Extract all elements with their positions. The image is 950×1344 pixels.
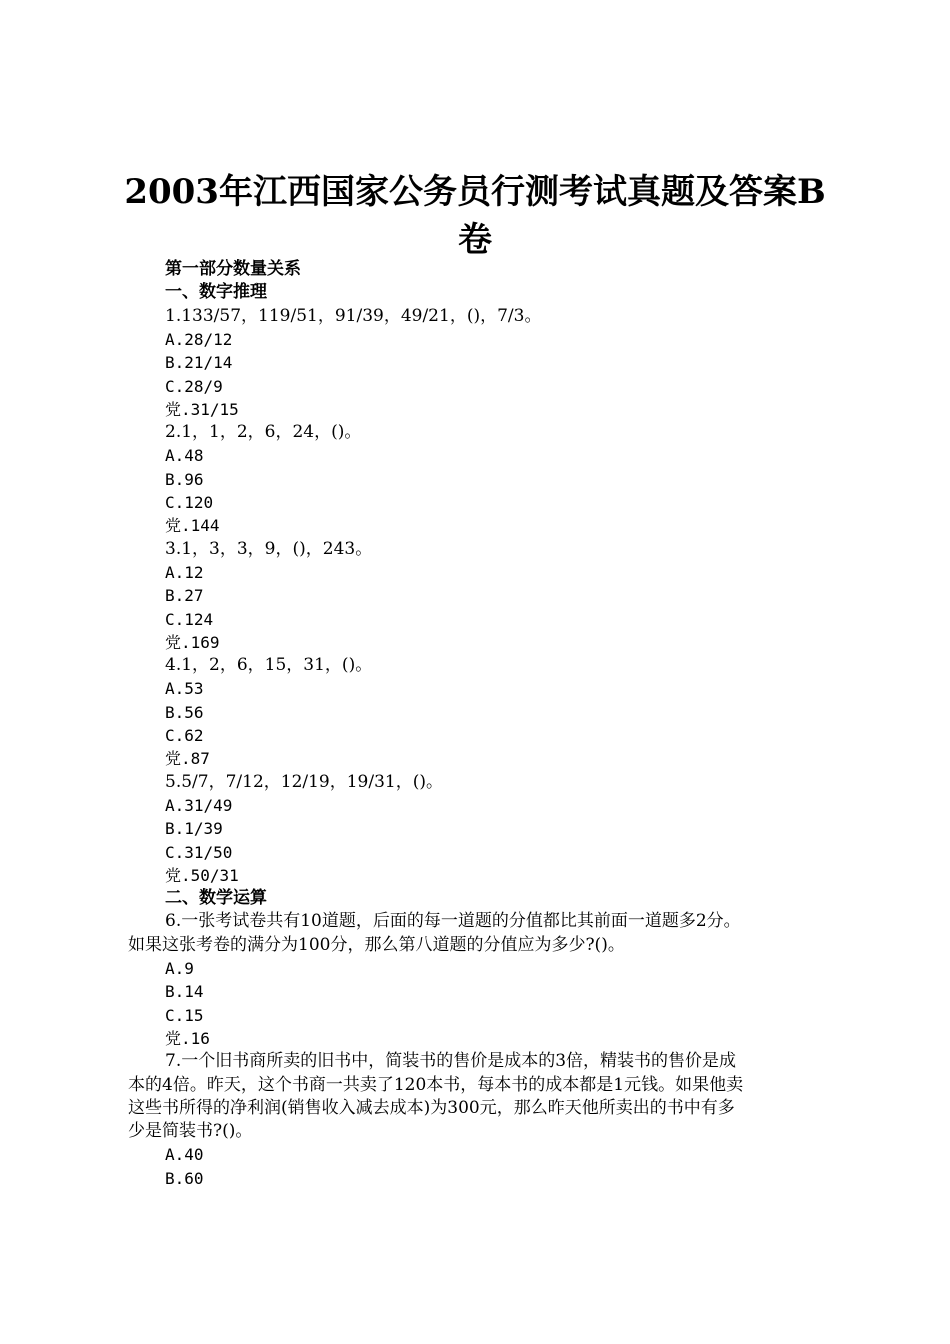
section-heading: 二、数学运算 xyxy=(165,888,267,909)
answer-option: B.1/39 xyxy=(165,819,223,839)
question-text: 本的4倍。昨天，这个书商一共卖了120本书，每本书的成本都是1元钱。如果他卖 xyxy=(128,1074,744,1095)
section-heading: 第一部分数量关系 xyxy=(165,259,301,279)
answer-option: A.40 xyxy=(165,1145,204,1165)
answer-option: C.28/9 xyxy=(165,376,223,396)
answer-option: C.124 xyxy=(165,609,214,629)
answer-option: 党.16 xyxy=(165,1028,210,1048)
answer-option: C.120 xyxy=(165,493,214,512)
answer-option: A.53 xyxy=(165,679,204,699)
answer-option: B.14 xyxy=(165,982,204,1002)
answer-option: A.28/12 xyxy=(165,329,233,349)
answer-option: A.31/49 xyxy=(165,795,233,815)
answer-option: B.60 xyxy=(165,1168,204,1188)
document-title-line-2: 卷 xyxy=(458,220,492,260)
question-text: 3.1，3，3，9，()，243。 xyxy=(165,538,373,559)
answer-option: B.27 xyxy=(165,586,204,606)
answer-option: C.62 xyxy=(165,726,204,745)
answer-option: A.12 xyxy=(165,562,204,582)
question-text: 5.5/7，7/12，12/19，19/31，()。 xyxy=(165,771,444,792)
answer-option: C.15 xyxy=(165,1005,204,1025)
question-text: 少是简装书?()。 xyxy=(128,1121,253,1142)
answer-option: B.56 xyxy=(165,702,204,722)
answer-option: 党.31/15 xyxy=(165,399,239,419)
question-text: 1.133/57，119/51，91/39，49/21，()，7/3。 xyxy=(165,305,542,326)
answer-option: 党.169 xyxy=(165,632,220,652)
question-text: 2.1，1，2，6，24，()。 xyxy=(165,422,362,443)
answer-option: C.31/50 xyxy=(165,842,233,862)
question-text: 6.一张考试卷共有10道题，后面的每一道题的分值都比其前面一道题多2分。 xyxy=(165,911,741,932)
question-text: 7.一个旧书商所卖的旧书中，简装书的售价是成本的3倍，精装书的售价是成 xyxy=(165,1051,737,1072)
section-heading: 一、数字推理 xyxy=(165,282,267,303)
answer-option: 党.87 xyxy=(165,749,210,769)
answer-option: 党.144 xyxy=(165,516,220,536)
answer-option: A.48 xyxy=(165,446,204,466)
document-title-line-1: 2003年江西国家公务员行测考试真题及答案B xyxy=(124,172,826,212)
question-text: 这些书所得的净利润(销售收入减去成本)为300元，那么昨天他所卖出的书中有多 xyxy=(128,1097,735,1118)
answer-option: B.21/14 xyxy=(165,353,233,373)
question-text: 如果这张考卷的满分为100分，那么第八道题的分值应为多少?()。 xyxy=(128,934,625,955)
question-text: 4.1，2，6，15，31，()。 xyxy=(165,655,373,676)
answer-option: B.96 xyxy=(165,469,204,489)
answer-option: A.9 xyxy=(165,959,194,978)
answer-option: 党.50/31 xyxy=(165,865,239,885)
